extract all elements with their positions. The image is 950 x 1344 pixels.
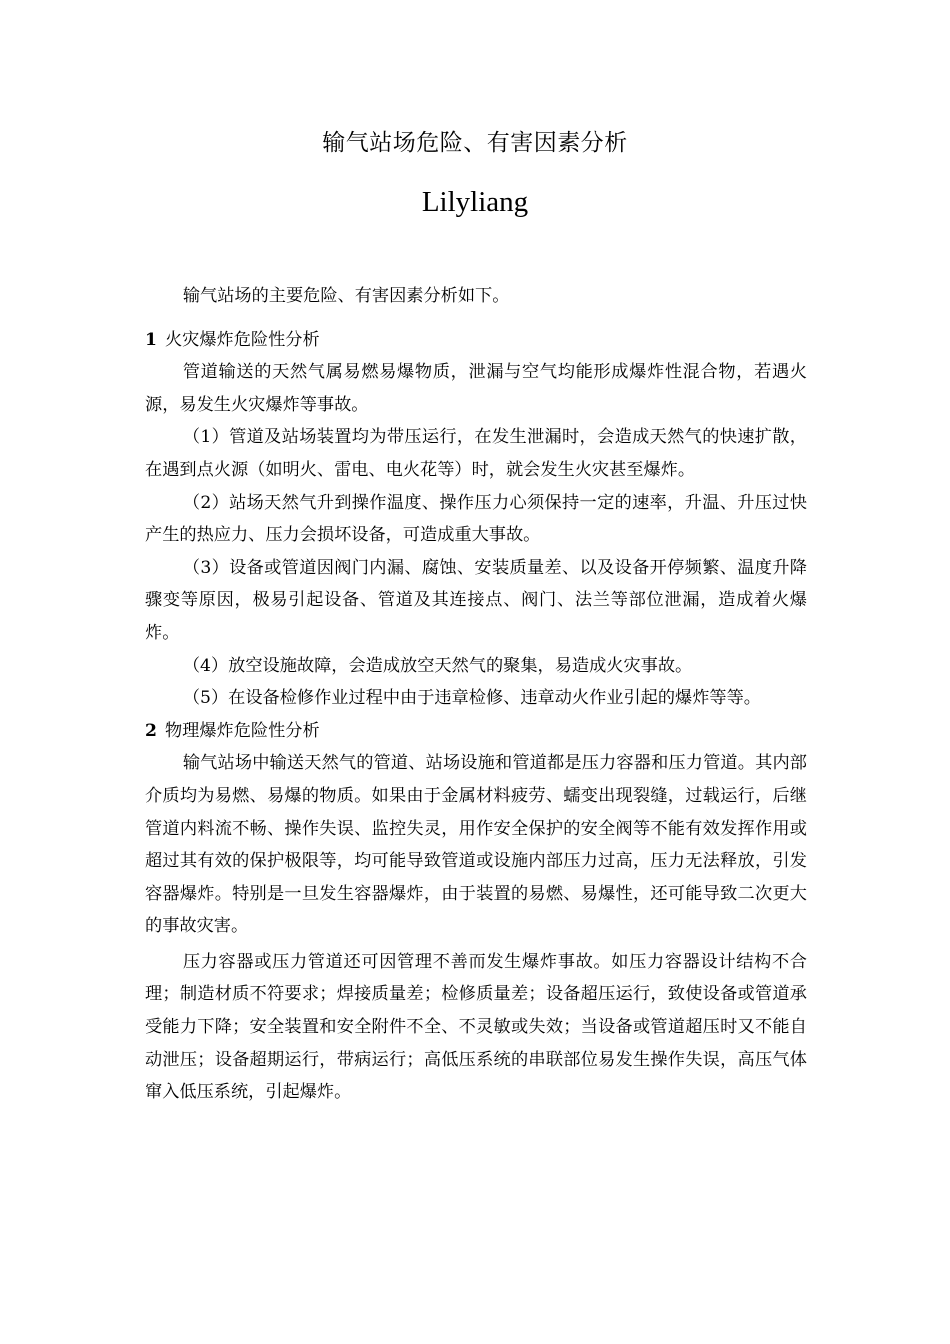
section-number: 2 bbox=[145, 720, 157, 741]
body-paragraph: 输气站场中输送天然气的管道、站场设施和管道都是压力容器和压力管道。其内部介质均为易燃、易爆的物质。如果由于金属材料疲劳、蠕变出现裂缝，过载运行，后继管道内料流不畅、操作失误、监控失灵，用作安全保护的安全阀等不能有效发挥作用或超过其有效的保护极限等，均可能导致管道或设施内部压力过高，压力无法释放，引发容器爆炸。特别是一旦发生容器爆炸，由于装置的易燃、易爆性，还可能导致二次更大的事故灾害。 bbox=[145, 753, 807, 937]
section-title: 火灾爆炸危险性分析 bbox=[164, 329, 320, 350]
section-heading-1 bbox=[145, 324, 807, 357]
body-paragraph: （2）站场天然气升到操作温度、操作压力心须保持一定的速率，升温、升压过快产生的热应力、压力会损坏设备，可造成重大事故。 bbox=[145, 492, 807, 546]
body-paragraph: 压力容器或压力管道还可因管理不善而发生爆炸事故。如压力容器设计结构不合理；制造材质不符要求；焊接质量差；检修质量差；设备超压运行，致使设备或管道承受能力下降；安全装置和安全附件不全、不灵敏或失效；当设备或管道超压时又不能自动泄压；设备超期运行，带病运行；高低压系统的串联部位易发生操作失误，高压气体窜入低压系统，引起爆炸。 bbox=[145, 951, 807, 1103]
section-heading-2 bbox=[145, 715, 807, 748]
body-paragraph: （1）管道及站场装置均为带压运行，在发生泄漏时，会造成天然气的快速扩散，在遇到点火源（如明火、雷电、电火花等）时，就会发生火灾甚至爆炸。 bbox=[145, 427, 807, 480]
section-number: 1 bbox=[145, 329, 157, 350]
body-paragraph: （4）放空设施故障，会造成放空天然气的聚集，易造成火灾事故。 bbox=[182, 655, 693, 676]
document-title: 输气站场危险、有害因素分析 bbox=[322, 130, 628, 156]
document-author: Lilyliang bbox=[421, 186, 529, 218]
body-paragraph: 管道输送的天然气属易燃易爆物质，泄漏与空气均能形成爆炸性混合物，若遇火源，易发生火灾爆炸等事故。 bbox=[145, 362, 807, 415]
body-paragraph: （5）在设备检修作业过程中由于违章检修、违章动火作业引起的爆炸等等。 bbox=[182, 688, 761, 709]
intro-paragraph: 输气站场的主要危险、有害因素分析如下。 bbox=[182, 286, 510, 306]
section-title: 物理爆炸危险性分析 bbox=[164, 720, 320, 741]
document-body bbox=[145, 280, 807, 1109]
body-paragraph: （3）设备或管道因阀门内漏、腐蚀、安装质量差、以及设备开停频繁、温度升降骤变等原因，极易引起设备、管道及其连接点、阀门、法兰等部位泄漏，造成着火爆炸。 bbox=[145, 557, 807, 643]
